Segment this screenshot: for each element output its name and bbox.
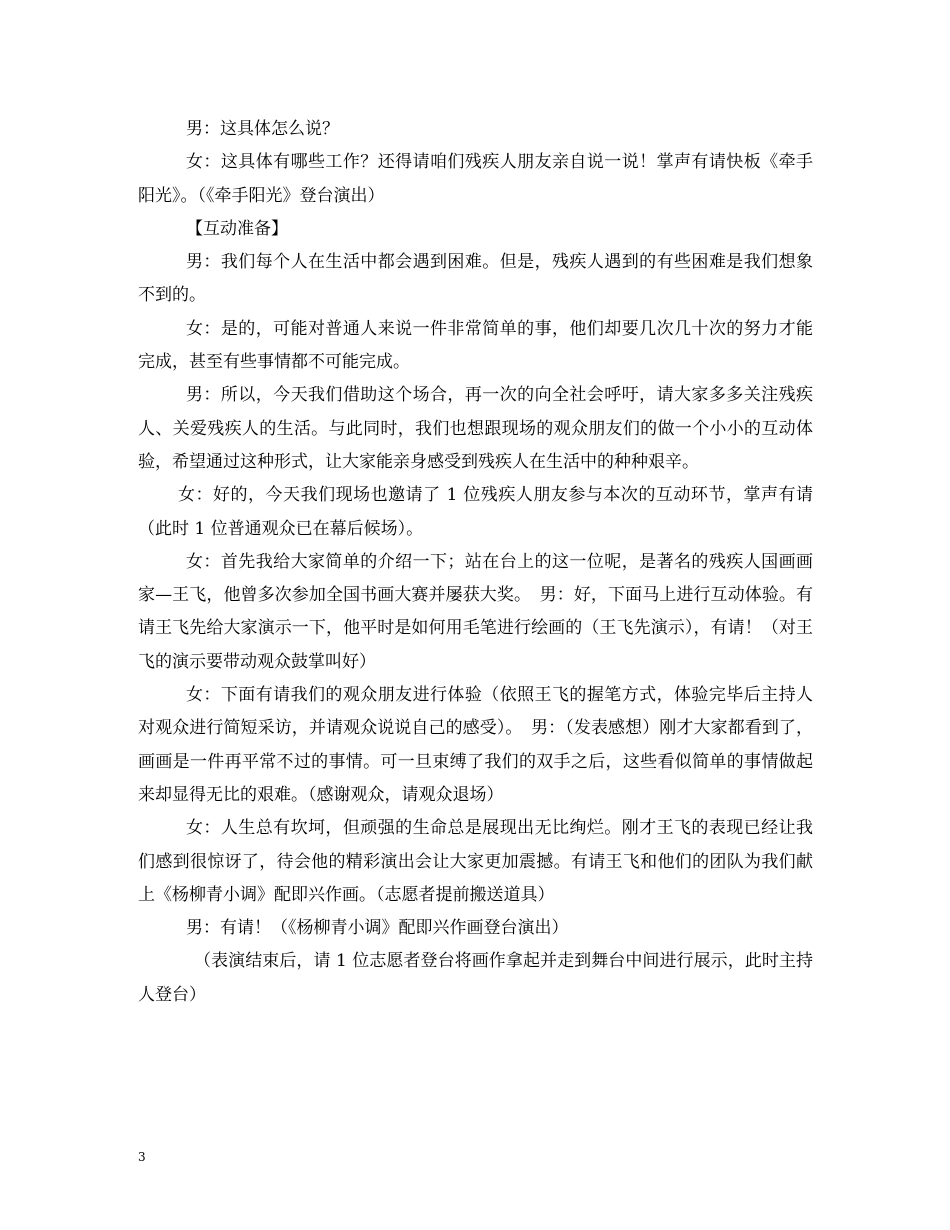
paragraph: 男：我们每个人在生活中都会遇到困难。但是，残疾人遇到的有些困难是我们想象不到的。	[138, 252, 813, 306]
section-heading: 【互动准备】	[186, 218, 288, 239]
document-body	[138, 113, 813, 1012]
paragraph: 女：好的，今天我们现场也邀请了 1 位残疾人朋友参与本次的互动环节，掌声有请（此时 1 位普通观众已在幕后候场）。	[138, 485, 813, 539]
paragraph: 女：这具体有哪些工作？还得请咱们残疾人朋友亲自说一说！掌声有请快板《牵手阳光》。（《牵手阳光》登台演出）	[138, 152, 813, 206]
paragraph: 女：下面有请我们的观众朋友进行体验（依照王飞的握笔方式，体验完毕后主持人对观众进行简短采访，并请观众说说自己的感受）。 男：（发表感想）刚才大家都看到了，画画是一件再平常不过的事情。可一旦束缚了我们的双手之后，这些看似简单的事情做起来却显得无比的艰难。（感谢观众，请观众退场）	[138, 685, 813, 805]
paragraph: 男：所以，今天我们借助这个场合，再一次的向全社会呼吁，请大家多多关注残疾人、关爱残疾人的生活。与此同时，我们也想跟现场的观众朋友们的做一个小小的互动体验，希望通过这种形式，让大家能亲身感受到残疾人在生活中的种种艰辛。	[138, 385, 813, 472]
paragraph: 女：首先我给大家简单的介绍一下；站在台上的这一位呢，是著名的残疾人国画画家—王飞，他曾多次参加全国书画大赛并屡获大奖。 男：好，下面马上进行互动体验。有请王飞先给大家演示一下，他平时是如何用毛笔进行绘画的（王飞先演示），有请！（对王飞的演示要带动观众鼓掌叫好）	[138, 551, 813, 672]
paragraph: 男：这具体怎么说？	[186, 119, 339, 139]
paragraph: 女：是的，可能对普通人来说一件非常简单的事，他们却要几次几十次的努力才能完成，甚至有些事情都不可能完成。	[138, 318, 813, 373]
page-number: 3	[138, 1150, 146, 1164]
paragraph: 男：有请！（《杨柳青小调》配即兴作画登台演出）	[186, 918, 569, 939]
paragraph: 女：人生总有坎坷，但顽强的生命总是展现出无比绚烂。刚才王飞的表现已经让我们感到很惊讶了，待会他的精彩演出会让大家更加震撼。有请王飞和他们的团队为我们献上《杨柳青小调》配即兴作画。（志愿者提前搬送道具）	[138, 818, 813, 905]
paragraph: （表演结束后，请 1 位志愿者登台将画作拿起并走到舞台中间进行展示，此时主持人登台）	[138, 951, 813, 1005]
